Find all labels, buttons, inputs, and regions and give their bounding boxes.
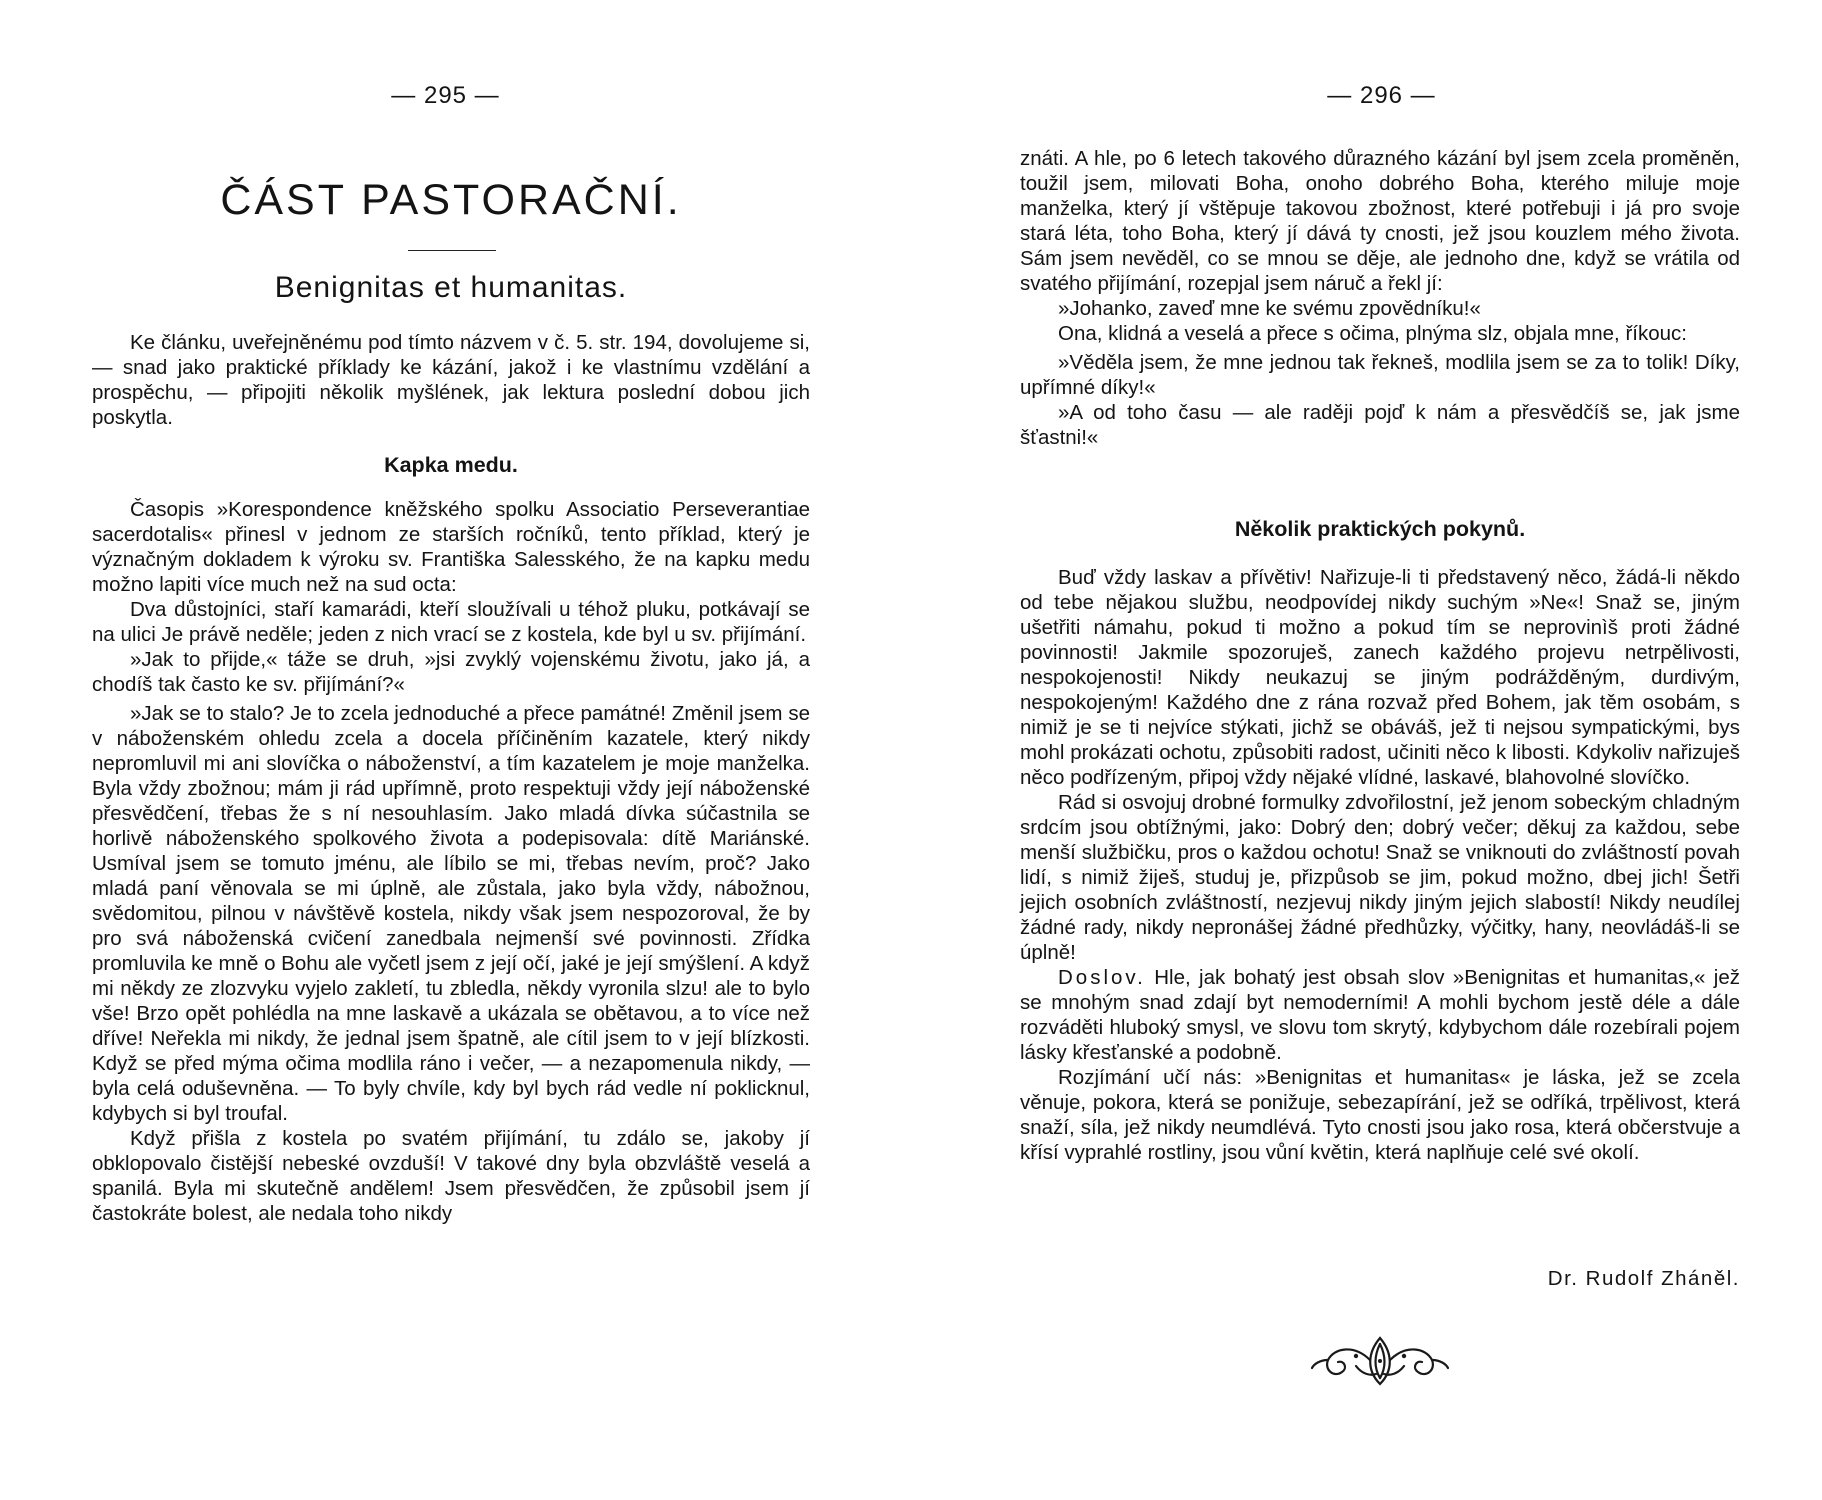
part-title: ČÁST PASTORAČNÍ. xyxy=(220,176,682,224)
paragraph: znáti. A hle, po 6 letech takového důrazného kázání byl jsem zcela proměněn, toužil jsem, milovati Boha, onoho dobrého Boha, kterého miluje moje manželka, který jí vštěpuje takovou zbožnost, které potřebuji i já pro svoje stará léta, toho Boha, který jí dává ty cnosti, jež jsou kouzlem mého života. Sám jsem nevěděl, co se mnou se děje, ale jednoho dne, když se vrátila od svatého přijímání, rozepjal jsem náruč a řekl jí: xyxy=(1020,147,1740,295)
intro-block xyxy=(92,330,810,430)
paragraph: Dva důstojníci, staří kamarádi, kteří sloužívali u téhož pluku, potkávají se na ulici Je právě neděle; jeden z nich vrací se z kostela, kde byl u sv. přijímání. xyxy=(92,598,810,646)
doslov-text: Hle, jak bohatý jest obsah slov »Benignitas et humanitas,« jež se mnohým snad zdají byt nemoderními! A mohli bychom jestě déle a dále rozváděti hluboký smysl, ve slovu tom skrytý, kdybychom dále rozebírali pojem lásky křesťanské a podobně. xyxy=(1020,966,1740,1064)
vignette-ornament-icon xyxy=(1310,1330,1450,1390)
section-heading: Kapka medu. xyxy=(384,453,518,477)
paragraph: Když přišla z kostela po svatém přijímání, tu zdálo se, jakoby jí obklopovalo čistější nebeské ovzduší! V takové dny byla obzvláště veselá a spanilá. Byla mi skutečně andělem! Jsem přesvědčen, že způsobil jsem jí častokráte bolest, ale nedala toho nikdy xyxy=(92,1127,810,1225)
story-block xyxy=(92,497,810,1226)
doslov-paragraph xyxy=(1020,965,1740,1065)
paragraph: Rozjímání učí nás: »Benignitas et humanitas« je láska, jež se zcela věnuje, pokora, která se ponižuje, sebezapírání, jež se odříká, trpělivost, která snaží, síla, jež nikdy neumdlévá. Tyto cnosti jsou jako rosa, která občerstvuje a křísí vyprahlé rostliny, jsou vůní květin, která naplňuje celé své okolí. xyxy=(1020,1066,1740,1164)
paragraph: »Jak to přijde,« táže se druh, »jsi zvyklý vojenskému životu, jako já, a chodíš tak často ke sv. přijímání?« xyxy=(92,648,810,696)
paragraph: »A od toho času — ale raději pojď k nám a přesvědčíš se, jak jsme šťastni!« xyxy=(1020,401,1740,449)
paragraph: Rád si osvojuj drobné formulky zdvořilostní, jež jenom sobeckým chladným srdcím jsou obtížnými, jako: Dobrý den; dobrý večer; děkuj za každou, sebe menší službičku, pros o každou ochotu! Snaž se vniknouti do zvláštností povah lidí, s nimiž žiješ, studuj je, přizpůsob se jim, pokud možno, dbej jich! Šetři jejich osobních zvláštností, nezjevuj nikdy jiným jejich slabostí! Nikdy neudílej žádné rady, nikdy nepronášej žádné předhůzky, výčitky, hany, neovládáš-li se úplně! xyxy=(1020,791,1740,964)
page-number: — 295 — xyxy=(391,82,500,109)
paragraph: Buď vždy laskav a přívětiv! Nařizuje-li ti představený něco, žádá-li někdo od tebe nějakou službu, neodpovídej nikdy suchým »Ne«! Snaž se, jiným ušetřiti námahu, pokud ti možno a pokud tím se neprovinìš proti žádné povinnosti! Jakmile spozoruješ, zanech každého projevu netrpělivosti, nespokojenosti! Nikdy neukazuj se jiným podrážděným, durdivým, nespokojeným! Každého dne z rána rozvaž před Bohem, jak těm osobám, s nimiž je se ti nejvíce stýkati, jichž se obáváš, jež ti nejsou sympatickými, bys mohl prokázati ochotu, způsobiti radost, učiniti něco k libosti. Kdykoliv nařizuješ něco podřízeným, připoj vždy nějaké vlídné, laskavé, blahovolné slovíčko. xyxy=(1020,566,1740,789)
paragraph: »Věděla jsem, že mne jednou tak řekneš, modlila jsem se za to tolik! Díky, upřímné díky!« xyxy=(1020,351,1740,399)
author-signature: Dr. Rudolf Zháněl. xyxy=(1547,1267,1740,1290)
right-page xyxy=(911,0,1822,1500)
page-number: — 296 — xyxy=(1327,82,1436,109)
paragraph: Ona, klidná a veselá a přece s očima, plnýma slz, objala mne, říkouc: xyxy=(1058,322,1687,345)
paragraph: »Jak se to stalo? Je to zcela jednoduché a přece památné! Změnil jsem se v náboženském ohledu zcela a docela příčiněním kazatele, který nikdy nepromluvil mi ani slovíčka o náboženství, a tím kazatelem je moje manželka. Byla vždy zbožnou; mám ji rád upřímně, proto respektuji vždy její náboženské přesvědčení, třebas že s ní nesouhlasím. Jako mladá dívka súčastnila se horlivě náboženského spolkového života a podepisovala: dítě Mariánské. Usmíval jsem se tomuto jménu, ale líbilo se mi, třebas nevím, proč? Jako mladá paní věnovala se mi úplně, ale zůstala, jako byla vždy, nábožnou, svědomitou, pilnou v návštěvě kostela, nikdy však jsem nespozoroval, že by pro svá náboženská cvičení zanedbala nejmenší své povinnosti. Zřídka promluvila ke mně o Bohu ale vyčetl jsem z její očí, jaké je její smýšlení. A když mi někdy ze zlozvyku vyjelo zakletí, tu zbledla, někdy vyronila slzu! ale to bylo vše! Brzo opět pohlédla na mne laskavě a ukázala se obětavou, a to více než dříve! Neřekla mi nikdy, že jednal jsem špatně, ale cítil jsem to v její blízkosti. Když se před mýma očima modlila ráno i večer, — a nezapomenula nikdy, — byla celá oduševněna. — To byly chvíle, kdy byl bych rád vedle ní poklicknul, kdybych si byl troufal. xyxy=(92,702,810,1125)
article-title: Benignitas et humanitas. xyxy=(274,271,628,304)
paragraph: Časopis »Korespondence kněžského spolku Associatio Perseverantiae sacerdotalis« přinesl v jednom ze starších ročníků, tento příklad, který je význačným dokladem k výroku sv. Františka Salesského, že na kapku medu možno lapiti více much než na sud octa: xyxy=(92,498,810,596)
intro-paragraph: Ke článku, uveřejněnému pod tímto názvem v č. 5. str. 194, dovolujeme si, — snad jako praktické příklady ke kázání, jakož i ke vlastnímu vzdělání a prospěchu, — připojiti několik myšlének, jak lektura poslední dobou jich poskytla. xyxy=(92,331,810,429)
title-underline xyxy=(408,250,496,251)
story-continuation xyxy=(1020,146,1740,450)
section-heading: Několik praktických pokynů. xyxy=(1234,517,1526,541)
guidelines-block xyxy=(1020,565,1740,1165)
doslov-label: Doslov. xyxy=(1058,966,1146,989)
paragraph: »Johanko, zaveď mne ke svému zpovědníku!« xyxy=(1058,297,1481,320)
